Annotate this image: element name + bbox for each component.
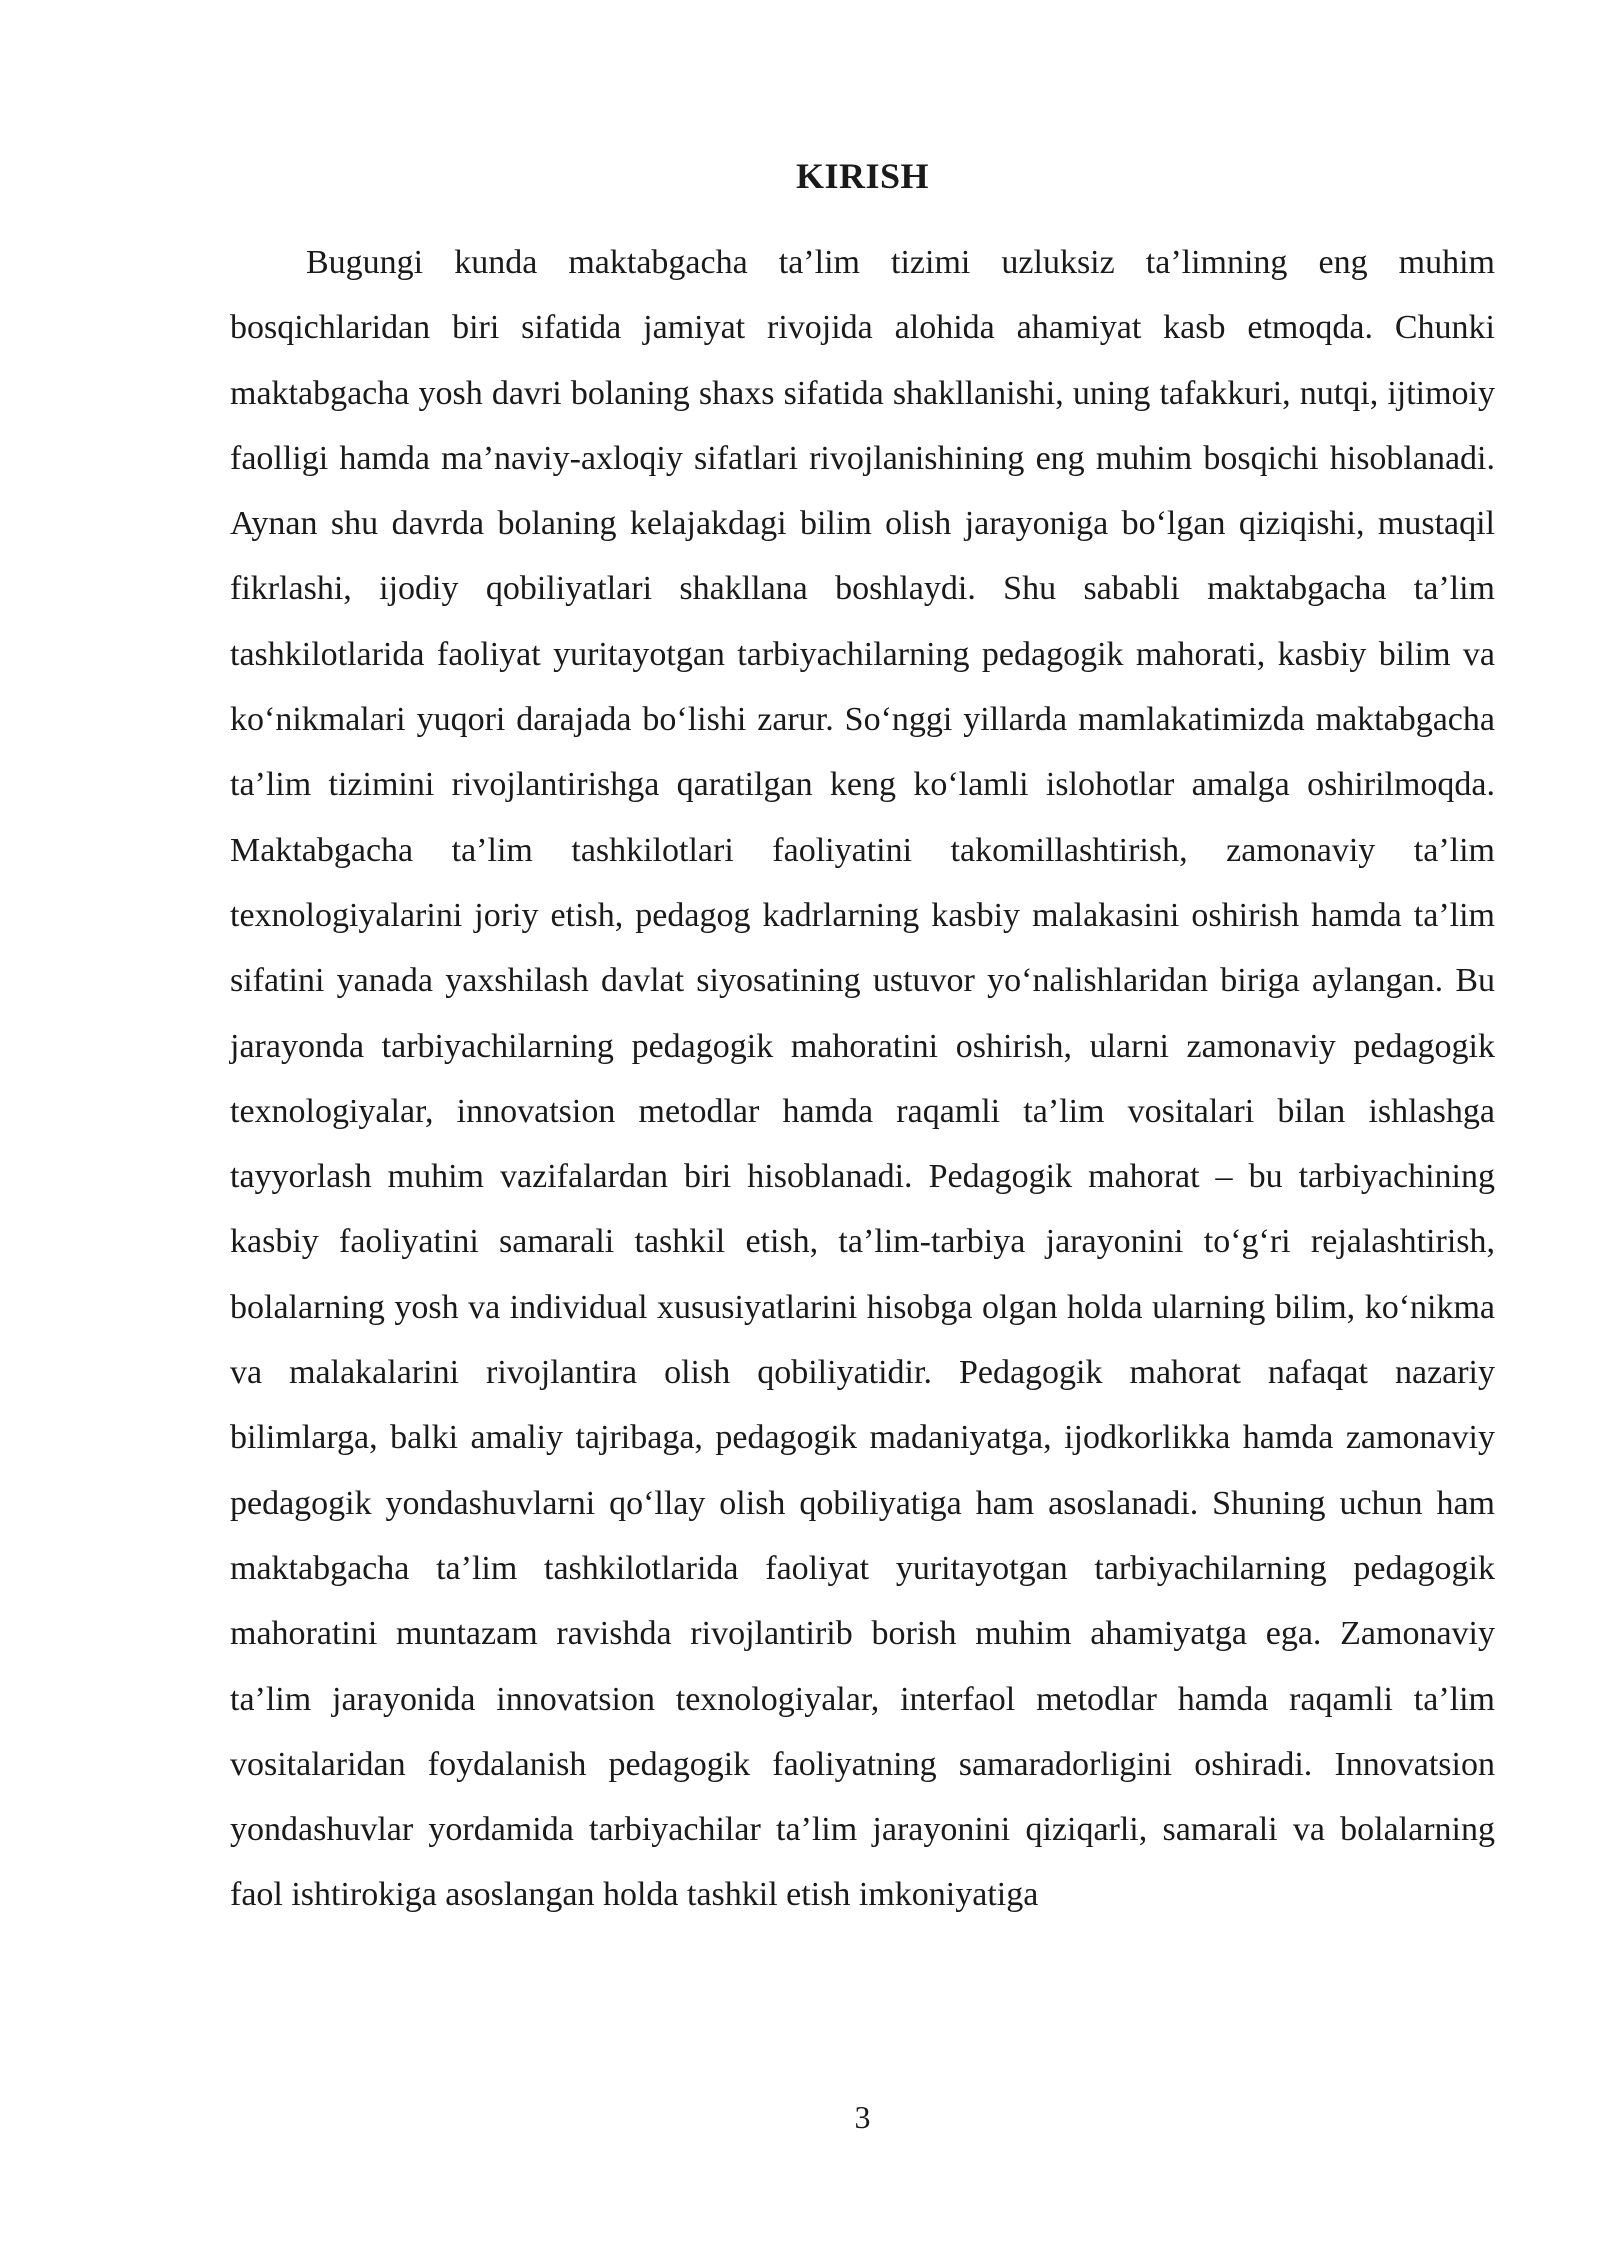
page-number: 3 <box>854 2099 871 2135</box>
body-paragraph: Bugungi kunda maktabgacha ta’lim tizimi uzluksiz ta’limning eng muhim bosqichlaridan biri sifatida jamiyat rivojida alohida ahamiyat kasb etmoqda. Chunki maktabgacha yosh davri bolaning shaxs sifatida shakllanishi, uning tafakkuri, nutqi, ijtimoiy faolligi hamda ma’naviy-axloqiy sifatlari rivojlanishining eng muhim bosqichi hisoblanadi. Aynan shu davrda bolaning kelajakdagi bilim olish jarayoniga bo‘lgan qiziqishi, mustaqil fikrlashi, ijodiy qobiliyatlari shakllana boshlaydi. Shu sababli maktabgacha ta’lim tashkilotlarida faoliyat yuritayotgan tarbiyachilarning pedagogik mahorati, kasbiy bilim va ko‘nikmalari yuqori darajada bo‘lishi zarur. So‘nggi yillarda mamlakatimizda maktabgacha ta’lim tizimini rivojlantirishga qaratilgan keng ko‘lamli islohotlar amalga oshirilmoqda. Maktabgacha ta’lim tashkilotlari faoliyatini takomillashtirish, zamonaviy ta’lim texnologiyalarini joriy etish, pedagog kadrlarning kasbiy malakasini oshirish hamda ta’lim sifatini yanada yaxshilash davlat siyosatining ustuvor yo‘nalishlaridan biriga aylangan. Bu jarayonda tarbiyachilarning pedagogik mahoratini oshirish, ularni zamonaviy pedagogik texnologiyalar, innovatsion metodlar hamda raqamli ta’lim vositalari bilan ishlashga tayyorlash muhim vazifalardan biri hisoblanadi. Pedagogik mahorat – bu tarbiyachining kasbiy faoliyatini samarali tashkil etish, ta’lim-tarbiya jarayonini to‘g‘ri rejalashtirish, bolalarning yosh va individual xususiyatlarini hisobga olgan holda ularning bilim, ko‘nikma va malakalarini rivojlantira olish qobiliyatidir. Pedagogik mahorat nafaqat nazariy bilimlarga, balki amaliy tajribaga, pedagogik madaniyatga, ijodkorlikka hamda zamonaviy pedagogik yondashuvlarni qo‘llay olish qobiliyatiga ham asoslanadi. Shuning uchun ham maktabgacha ta’lim tashkilotlarida faoliyat yuritayotgan tarbiyachilarning pedagogik mahoratini muntazam ravishda rivojlantirib borish muhim ahamiyatga ega. Zamonaviy ta’lim jarayonida innovatsion texnologiyalar, interfaol metodlar hamda raqamli ta’lim vositalaridan foydalanish pedagogik faoliyatning samaradorligini oshiradi. Innovatsion yondashuvlar yordamida tarbiyachilar ta’lim jarayonini qiziqarli, samarali va bolalarning faol ishtirokiga asoslangan holda tashkil etish imkoniyatiga <box>230 244 1495 1914</box>
page-title: KIRISH <box>795 156 930 196</box>
